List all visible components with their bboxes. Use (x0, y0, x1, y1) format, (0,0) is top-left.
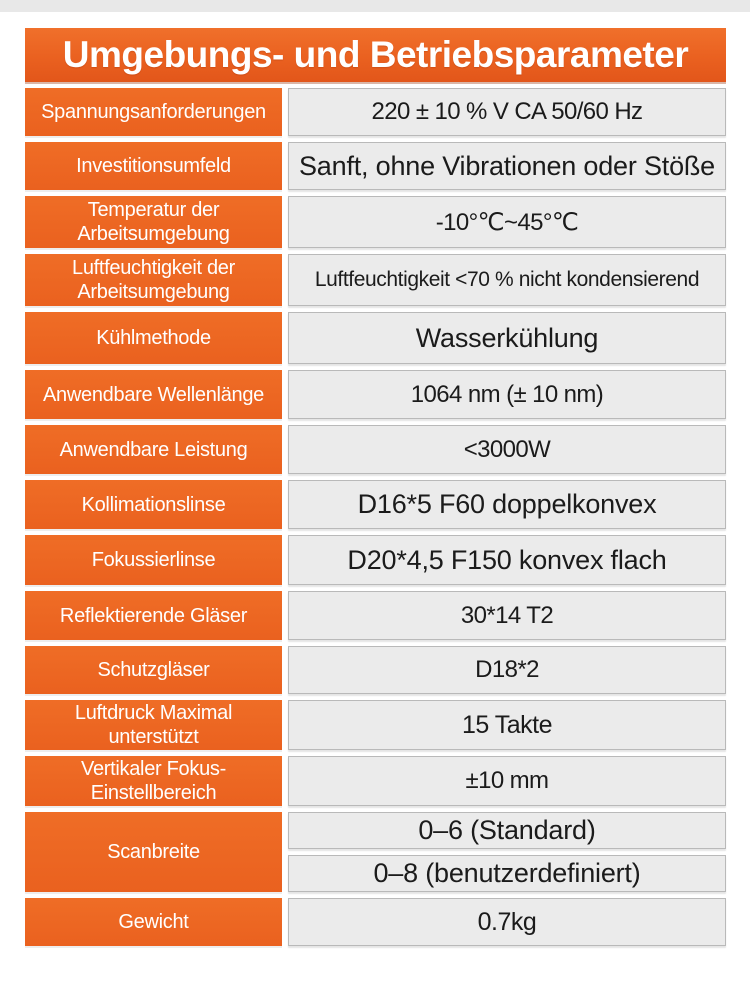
spec-row-temperature (25, 196, 726, 248)
spec-value: D20*4,5 F150 konvex flach (288, 535, 726, 585)
spec-value: 0–8 (benutzerdefiniert) (288, 855, 726, 892)
spec-label: Vertikaler Fokus-Einstellbereich (25, 756, 282, 806)
spec-label: Gewicht (25, 898, 282, 946)
spec-value: 15 Takte (288, 700, 726, 750)
spec-row-reflective-glass (25, 591, 726, 640)
spec-label: Kühlmethode (25, 312, 282, 364)
content-area (0, 12, 750, 946)
spec-value: D18*2 (288, 646, 726, 694)
spec-value: ±10 mm (288, 756, 726, 806)
spec-value: 1064 nm (± 10 nm) (288, 370, 726, 419)
spec-table (25, 88, 726, 946)
spec-label: Spannungsanforderungen (25, 88, 282, 136)
spec-row-environment (25, 142, 726, 190)
spec-value: 0.7kg (288, 898, 726, 946)
spec-row-scan-width (25, 812, 726, 892)
spec-row-cooling (25, 312, 726, 364)
spec-value: Wasserkühlung (288, 312, 726, 364)
spec-label: Kollimationslinse (25, 480, 282, 529)
spec-row-air-pressure (25, 700, 726, 750)
spec-value: -10°℃~45°℃ (288, 196, 726, 248)
top-strip (0, 0, 750, 12)
spec-value: Luftfeuchtigkeit <70 % nicht kondensierend (288, 254, 726, 306)
spec-label: Reflektierende Gläser (25, 591, 282, 640)
header-banner (25, 28, 726, 82)
spec-label: Anwendbare Wellenlänge (25, 370, 282, 419)
spec-row-voltage (25, 88, 726, 136)
spec-row-weight (25, 898, 726, 946)
spec-label: Fokussierlinse (25, 535, 282, 585)
spec-row-humidity (25, 254, 726, 306)
spec-label: Scanbreite (25, 812, 282, 892)
spec-row-protective-glass (25, 646, 726, 694)
spec-value: D16*5 F60 doppelkonvex (288, 480, 726, 529)
scan-width-values (288, 812, 726, 892)
spec-label: Investitionsumfeld (25, 142, 282, 190)
spec-row-focus-range (25, 756, 726, 806)
spec-value: 30*14 T2 (288, 591, 726, 640)
spec-label: Anwendbare Leistung (25, 425, 282, 474)
spec-row-focus-lens (25, 535, 726, 585)
spec-value: 220 ± 10 % V CA 50/60 Hz (288, 88, 726, 136)
spec-value: 0–6 (Standard) (288, 812, 726, 849)
spec-row-wavelength (25, 370, 726, 419)
spec-label: Luftfeuchtigkeit der Arbeitsumgebung (25, 254, 282, 306)
spec-row-power (25, 425, 726, 474)
spec-value: Sanft, ohne Vibrationen oder Stöße (288, 142, 726, 190)
spec-label: Luftdruck Maximal unterstützt (25, 700, 282, 750)
spec-label: Schutzgläser (25, 646, 282, 694)
page-title: Umgebungs- und Betriebsparameter (62, 34, 689, 75)
spec-label: Temperatur der Arbeitsumgebung (25, 196, 282, 248)
spec-value: <3000W (288, 425, 726, 474)
spec-row-collimation-lens (25, 480, 726, 529)
